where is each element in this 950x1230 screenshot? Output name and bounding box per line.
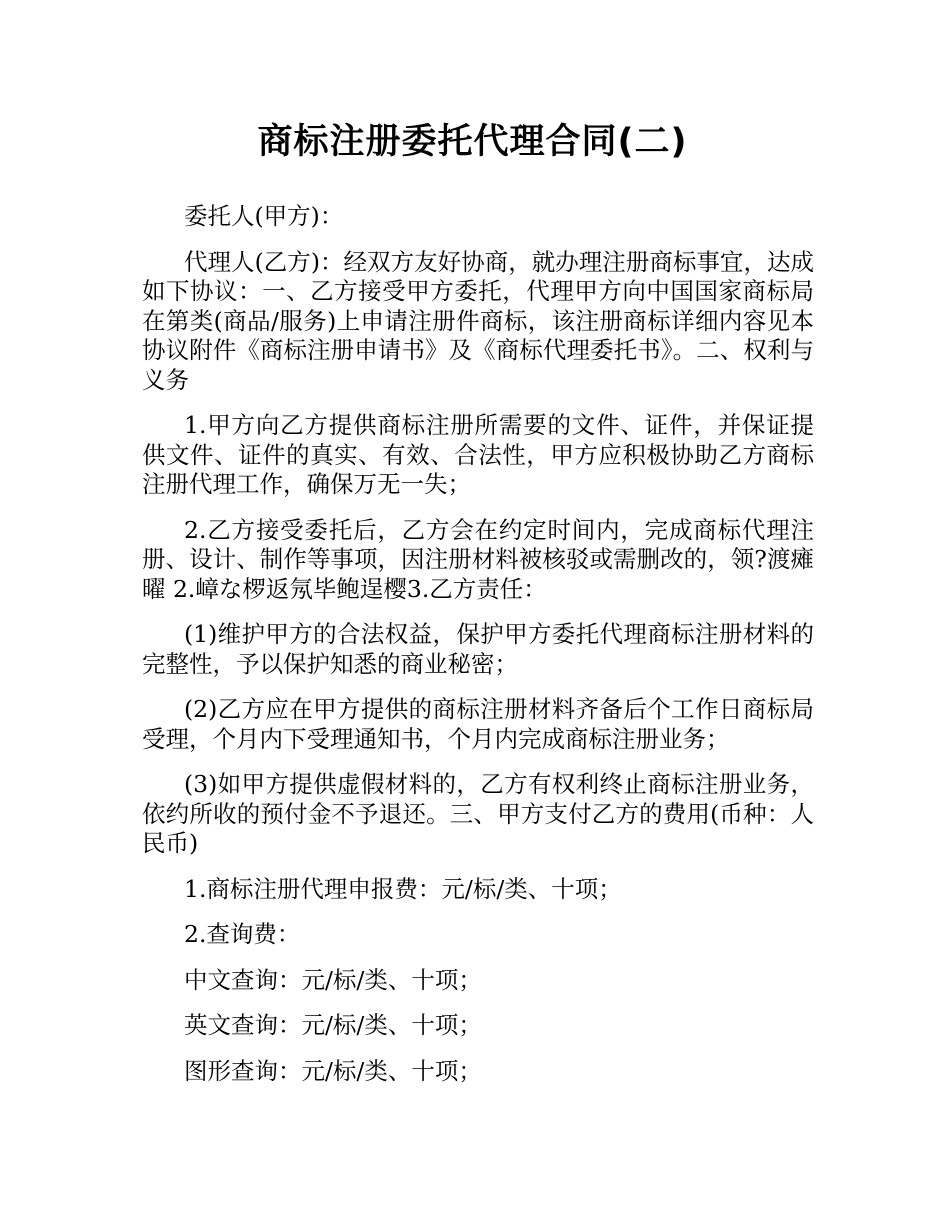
document-title: 商标注册委托代理合同(二)	[257, 122, 688, 162]
paragraph-responsibility-3: (3)如甲方提供虚假材料的，乙方有权利终止商标注册业务，依约所收的预付金不予退还。三、甲方支付乙方的费用(币种：人民币)	[142, 770, 814, 857]
paragraph-responsibility-2: (2)乙方应在甲方提供的商标注册材料齐备后个工作日商标局受理，个月内下受理通知书，个月内完成商标注册业务；	[142, 695, 814, 753]
paragraph-clause-2: 2.乙方接受委托后，乙方会在约定时间内，完成商标代理注册、设计、制作等事项，因注册材料被核驳或需删改的，领?渡瘫曜 2.嶂な椤返氖毕鲍逞樱3.乙方责任：	[142, 515, 814, 603]
paragraph-fee-search: 2.查询费：	[184, 920, 301, 948]
paragraph-clause-1: 1.甲方向乙方提供商标注册所需要的文件、证件，并保证提供文件、证件的真实、有效、合法性，甲方应积极协助乙方商标注册代理工作，确保万无一失；	[142, 411, 814, 498]
paragraph-responsibility-1: (1)维护甲方的合法权益，保护甲方委托代理商标注册材料的完整性，予以保护知悉的商业秘密；	[142, 620, 814, 678]
document-body	[142, 202, 814, 1102]
paragraph-fee-english-search: 英文查询：元/标/类、十项；	[184, 1011, 482, 1039]
paragraph-fee-chinese-search: 中文查询：元/标/类、十项；	[184, 965, 482, 994]
paragraph-agent-agreement: 代理人(乙方)：经双方友好协商，就办理注册商标事宜，达成如下协议：一、乙方接受甲方委托，代理甲方向中国国家商标局在第类(商品/服务)上申请注册件商标，该注册商标详细内容见本协议附件《商标注册申请书》及《商标代理委托书》。二、权利与义务	[142, 247, 814, 394]
paragraph-fee-application: 1.商标注册代理申报费：元/标/类、十项；	[184, 874, 622, 903]
paragraph-client: 委托人(甲方)：	[184, 202, 344, 230]
paragraph-fee-graphic-search: 图形查询：元/标/类、十项；	[184, 1056, 482, 1085]
